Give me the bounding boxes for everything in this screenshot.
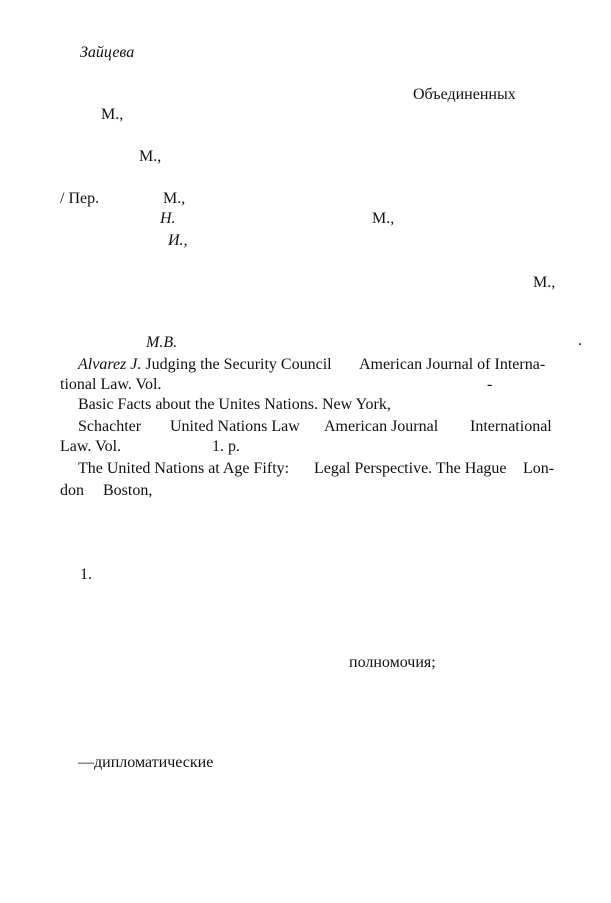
reference-journal: American Journal of Interna-: [359, 356, 546, 373]
section-number: 1.: [80, 566, 92, 583]
reference-alvarez: [78, 356, 332, 374]
city-fragment: М.,: [139, 148, 162, 165]
reference-line: United Nations Law: [170, 418, 300, 435]
city-fragment: М.,: [163, 190, 186, 207]
reference-title: Judging the Security Council: [145, 356, 332, 373]
reference-line: Law. Vol.: [60, 438, 122, 455]
text-fragment: полномочия;: [349, 654, 436, 671]
initial-fragment: Н.: [160, 210, 176, 227]
reference-line: American Journal: [324, 418, 439, 435]
author-fragment: Зайцева: [80, 44, 135, 61]
initial-fragment: М.В.: [146, 334, 178, 351]
reference-line: tional Law. Vol.: [60, 376, 162, 393]
reference-line: Lon-: [523, 460, 555, 477]
city-fragment: М.,: [101, 106, 124, 123]
stray-mark: .: [578, 332, 582, 349]
reference-line: 1. p.: [212, 438, 240, 455]
reference-basic-facts: Basic Facts about the Unites Nations. New York,: [78, 396, 391, 413]
reference-line: International: [470, 418, 552, 435]
reference-line: Legal Perspective. The Hague: [314, 460, 507, 477]
stray-mark: -: [487, 376, 493, 393]
reference-line: The United Nations at Age Fifty:: [78, 460, 290, 477]
city-fragment: М.,: [533, 274, 556, 291]
city-fragment: М.,: [372, 210, 395, 227]
reference-line: don: [60, 482, 84, 499]
reference-author: Alvarez J.: [78, 356, 142, 373]
translation-fragment: / Пер.: [60, 190, 100, 207]
reference-line: Schachter: [78, 418, 142, 435]
initial-fragment: И.,: [168, 232, 188, 249]
reference-line: Boston,: [103, 482, 153, 499]
text-fragment: Объединенных: [413, 86, 516, 103]
text-fragment: —дипломатические: [78, 754, 214, 771]
